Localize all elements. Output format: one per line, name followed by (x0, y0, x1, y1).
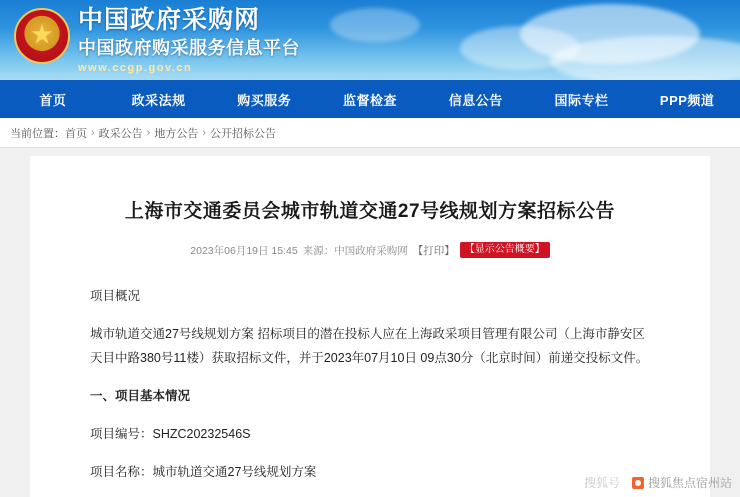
breadcrumb-separator-icon: › (202, 126, 207, 139)
main-navigation (0, 80, 740, 118)
article-content (70, 284, 670, 484)
breadcrumb (0, 118, 740, 148)
breadcrumb-item-local[interactable]: 地方公告 (154, 127, 199, 140)
nav-item-home[interactable]: 首页 (39, 92, 67, 108)
article-paragraph-overview-body: 城市轨道交通27号线规划方案 招标项目的潜在投标人应在上海政采项目管理有限公司（上海市静安区天目中路380号11楼）获取招标文件，并于2023年07月10日 09点30分（北京时间）前递交投标文件。 (90, 327, 649, 365)
article-project-name: 项目名称：城市轨道交通27号线规划方案 (90, 465, 317, 479)
breadcrumb-item-home[interactable]: 首页 (65, 127, 87, 140)
show-summary-badge[interactable]: 【显示公告概要】 (460, 242, 550, 258)
watermark-sohu-label: 搜狐号 (583, 476, 620, 490)
watermark-sohu-focus-label: 搜狐焦点宿州站 (647, 476, 732, 490)
nav-item-notices[interactable]: 信息公告 (448, 92, 503, 108)
site-logo-line2: 中国政府购采服务信息平台 (78, 38, 300, 58)
publish-date: 2023年06月19日 15:45 (190, 244, 298, 257)
nav-item-supervision[interactable]: 监督检查 (343, 92, 398, 108)
breadcrumb-prefix: 当前位置： (10, 127, 65, 140)
site-logo[interactable] (78, 6, 348, 75)
article-project-number: 项目编号：SHZC20232546S (90, 427, 251, 441)
page-background (0, 148, 740, 497)
breadcrumb-separator-icon: › (91, 126, 95, 139)
breadcrumb-item-notices[interactable]: 政采公告 (98, 127, 143, 140)
nav-item-purchase[interactable]: 购买服务 (237, 92, 292, 108)
site-logo-line1: 中国政府采购网 (78, 7, 261, 34)
national-emblem-icon (14, 8, 70, 64)
nav-item-ppp[interactable]: PPP频道 (659, 92, 715, 108)
article-source: 来源：中国政府采购网 (302, 244, 408, 257)
page-title: 上海市交通委员会城市轨道交通27号线规划方案招标公告 (124, 201, 616, 222)
article-container (30, 156, 710, 497)
sohu-focus-icon (632, 477, 644, 489)
article-section-heading-basic-info: 一、项目基本情况 (90, 389, 191, 403)
nav-item-regulations[interactable]: 政采法规 (131, 92, 186, 108)
print-button[interactable]: 【打印】 (412, 244, 455, 257)
article-meta (70, 242, 670, 258)
breadcrumb-item-current: 公开招标公告 (210, 127, 277, 140)
breadcrumb-separator-icon: › (146, 126, 151, 139)
article-paragraph-overview-heading: 项目概况 (90, 289, 141, 303)
watermark-sohu-focus (632, 474, 732, 491)
site-url: www.ccgp.gov.cn (78, 62, 193, 74)
site-banner (0, 0, 740, 80)
nav-item-international[interactable]: 国际专栏 (554, 92, 609, 108)
